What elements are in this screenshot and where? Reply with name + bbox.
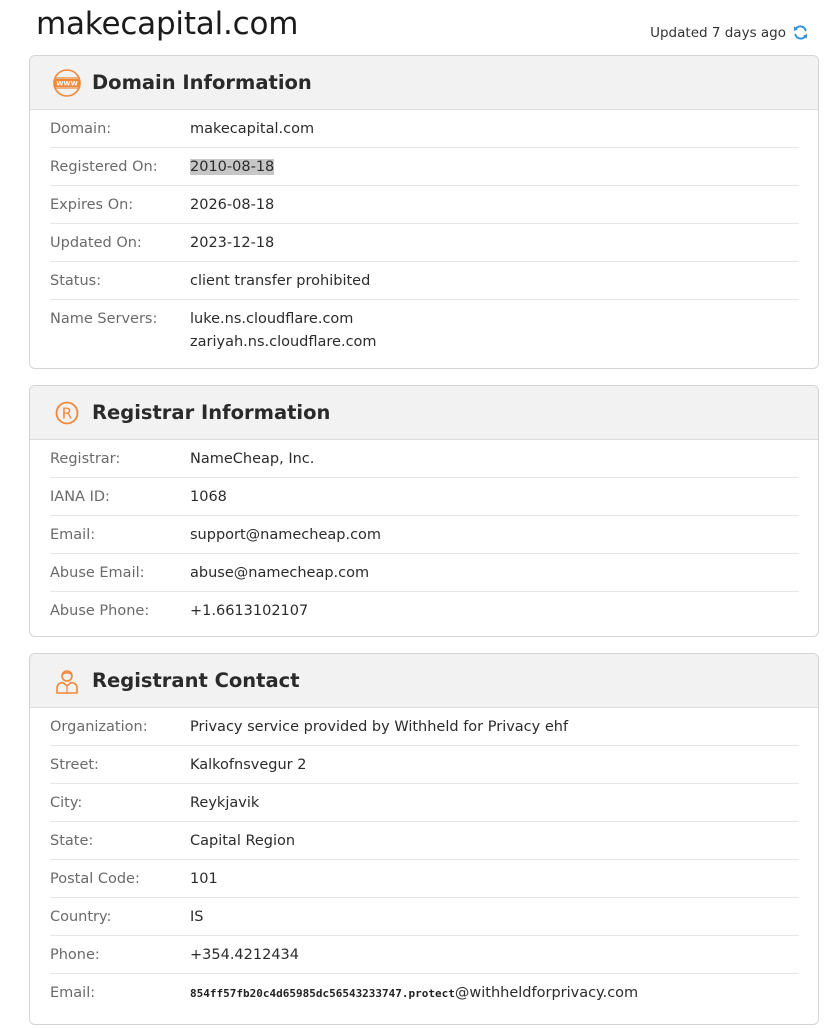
svg-text:WWW: WWW xyxy=(56,79,78,88)
registrar-information-card xyxy=(29,385,819,637)
registrant-contact-card xyxy=(29,653,819,1025)
name-server-1: luke.ns.cloudflare.com xyxy=(190,311,354,327)
row-email xyxy=(50,516,799,554)
value: 1068 xyxy=(190,489,227,505)
registrant-contact-header xyxy=(30,654,818,708)
label: Abuse Phone: xyxy=(50,603,150,619)
row-status xyxy=(50,262,799,300)
updated-status xyxy=(650,24,809,41)
row-abuse-email xyxy=(50,554,799,592)
label: Phone: xyxy=(50,947,100,963)
value: client transfer prohibited xyxy=(190,273,371,289)
label: Street: xyxy=(50,757,99,773)
www-icon xyxy=(52,68,82,98)
refresh-icon[interactable] xyxy=(792,24,809,41)
value: 2026-08-18 xyxy=(190,197,275,213)
value-selected: 2010-08-18 xyxy=(190,159,275,175)
value: abuse@namecheap.com xyxy=(190,565,370,581)
value: support@namecheap.com xyxy=(190,527,382,543)
row-domain xyxy=(50,110,799,148)
label: Domain: xyxy=(50,121,112,137)
label: Country: xyxy=(50,909,112,925)
row-street xyxy=(50,746,799,784)
updated-text: Updated 7 days ago xyxy=(650,24,786,41)
label: City: xyxy=(50,795,83,811)
domain-information-title: Domain Information xyxy=(92,71,312,94)
row-phone xyxy=(50,936,799,974)
label: IANA ID: xyxy=(50,489,110,505)
label: Registrar: xyxy=(50,451,121,467)
value: Kalkofnsvegur 2 xyxy=(190,757,307,773)
value: NameCheap, Inc. xyxy=(190,451,315,467)
value: 101 xyxy=(190,871,218,887)
label: Name Servers: xyxy=(50,311,158,327)
row-city xyxy=(50,784,799,822)
row-iana-id xyxy=(50,478,799,516)
row-state xyxy=(50,822,799,860)
person-icon xyxy=(52,666,82,696)
label: Organization: xyxy=(50,719,148,735)
email-local-part: 854ff57fb20c4d65985dc56543233747.protect xyxy=(190,987,455,1000)
label: Registered On: xyxy=(50,159,158,175)
label: Abuse Email: xyxy=(50,565,145,581)
value: +1.6613102107 xyxy=(190,603,309,619)
row-updated-on xyxy=(50,224,799,262)
row-registrar xyxy=(50,440,799,478)
row-registrant-email xyxy=(50,974,799,1012)
value: makecapital.com xyxy=(190,121,315,137)
svg-text:R: R xyxy=(61,404,73,422)
value: Capital Region xyxy=(190,833,296,849)
row-abuse-phone xyxy=(50,592,799,630)
row-expires-on xyxy=(50,186,799,224)
label: Email: xyxy=(50,527,96,543)
value: 2023-12-18 xyxy=(190,235,275,251)
value: +354.4212434 xyxy=(190,947,300,963)
registrant-contact-title: Registrant Contact xyxy=(92,669,300,692)
row-registered-on xyxy=(50,148,799,186)
domain-information-header xyxy=(30,56,818,110)
value: IS xyxy=(190,909,204,925)
label: Email: xyxy=(50,985,96,1001)
registered-icon xyxy=(52,398,82,428)
registrar-information-header xyxy=(30,386,818,440)
row-postal-code xyxy=(50,860,799,898)
page-header xyxy=(0,0,837,56)
row-organization xyxy=(50,708,799,746)
label: Expires On: xyxy=(50,197,134,213)
row-country xyxy=(50,898,799,936)
label: State: xyxy=(50,833,94,849)
value: Reykjavik xyxy=(190,795,260,811)
registrar-information-title: Registrar Information xyxy=(92,401,331,424)
name-server-2: zariyah.ns.cloudflare.com xyxy=(190,334,377,350)
label: Status: xyxy=(50,273,102,289)
site-title: makecapital.com xyxy=(36,6,299,42)
domain-information-card xyxy=(29,55,819,369)
row-name-servers xyxy=(50,300,799,354)
value: Privacy service provided by Withheld for Privacy ehf xyxy=(190,719,569,735)
email-domain: @withheldforprivacy.com xyxy=(454,985,639,1001)
label: Updated On: xyxy=(50,235,142,251)
label: Postal Code: xyxy=(50,871,140,887)
